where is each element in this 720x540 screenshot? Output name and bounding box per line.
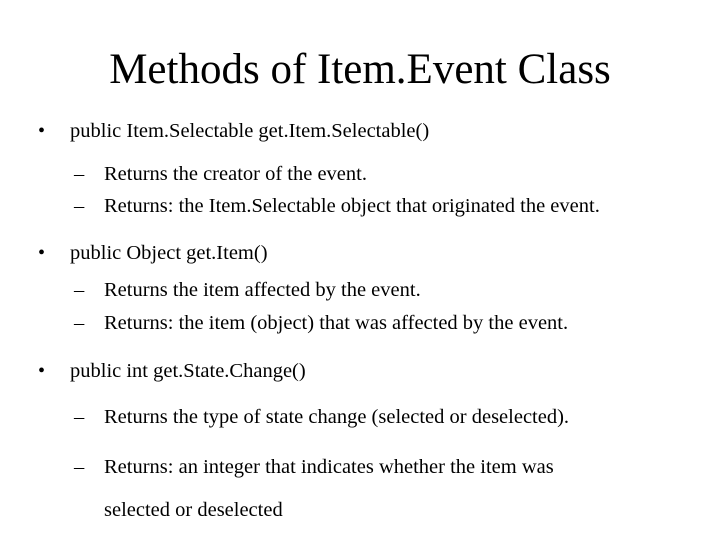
sub-bullet-text: Returns: the item (object) that was affected by the event.	[104, 312, 569, 334]
dash-marker: –	[74, 163, 85, 185]
sub-bullet-item	[0, 404, 720, 430]
bullet-marker: •	[38, 360, 46, 382]
sub-bullet-item	[0, 310, 720, 336]
sub-bullet-continuation-text: selected or deselected	[104, 499, 283, 521]
sub-bullet-continuation	[0, 497, 720, 523]
sub-bullet-item	[0, 193, 720, 219]
sub-bullet-text: Returns: an integer that indicates whether the item was	[104, 456, 554, 478]
dash-marker: –	[74, 195, 85, 217]
sub-bullet-item	[0, 277, 720, 303]
bullet-marker: •	[38, 242, 46, 264]
bullet-marker: •	[38, 120, 46, 142]
bullet-item	[0, 118, 720, 144]
dash-marker: –	[74, 456, 85, 478]
slide-title: Methods of Item.Event Class	[109, 46, 611, 93]
bullet-text: public int get.State.Change()	[70, 360, 306, 382]
dash-marker: –	[74, 312, 85, 334]
bullet-item	[0, 358, 720, 384]
sub-bullet-text: Returns: the Item.Selectable object that originated the event.	[104, 195, 600, 217]
sub-bullet-text: Returns the creator of the event.	[104, 163, 367, 185]
dash-marker: –	[74, 406, 85, 428]
sub-bullet-item	[0, 161, 720, 187]
sub-bullet-text: Returns the item affected by the event.	[104, 279, 421, 301]
dash-marker: –	[74, 279, 85, 301]
bullet-text: public Item.Selectable get.Item.Selectable()	[70, 120, 430, 142]
bullet-item	[0, 240, 720, 266]
sub-bullet-text: Returns the type of state change (selected or deselected).	[104, 406, 570, 428]
bullet-text: public Object get.Item()	[70, 242, 268, 264]
sub-bullet-item	[0, 454, 720, 480]
